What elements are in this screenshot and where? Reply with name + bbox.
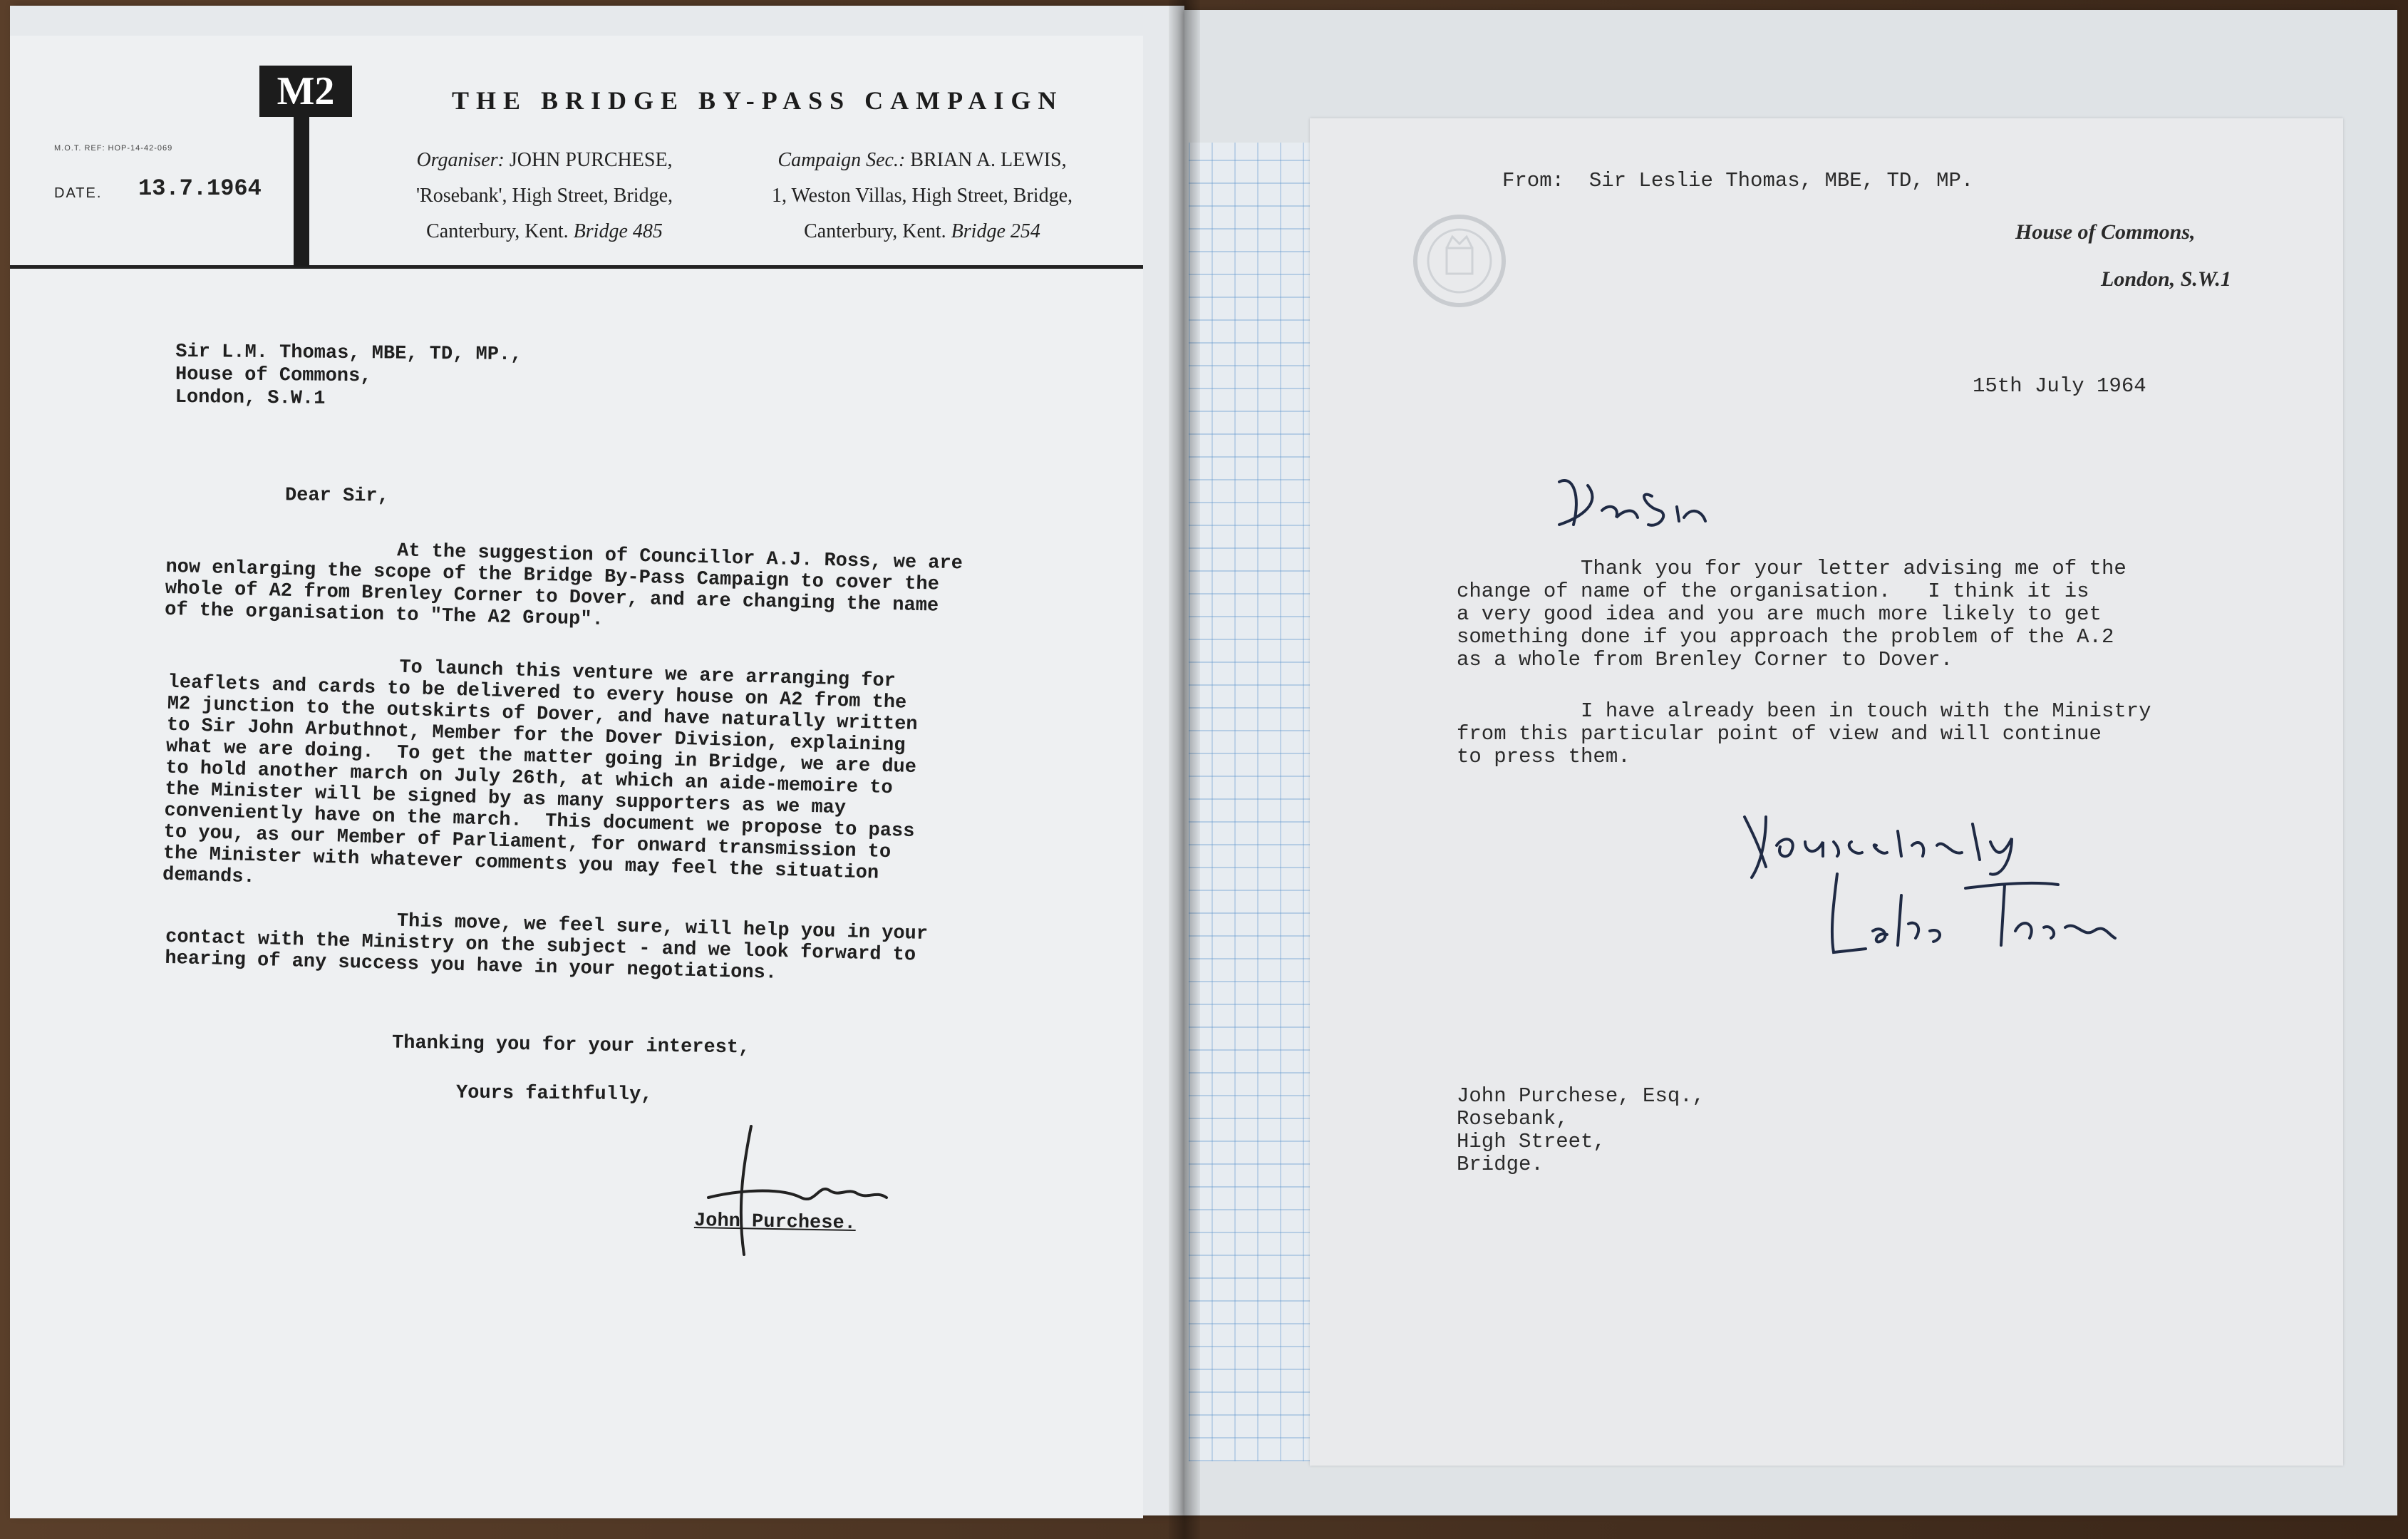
handwritten-salutation [1552,468,1723,539]
reply-date: 15th July 1964 [1973,374,2146,398]
organiser-role: Organiser: [416,149,505,171]
secretary-name: BRIAN A. LEWIS, [910,149,1067,171]
graph-paper-strip [1189,143,1310,1461]
date-label: DATE. [54,185,103,201]
typed-name: John Purchese. [693,1210,857,1235]
handwritten-signature [1823,867,2122,959]
organiser-name: JOHN PURCHESE, [509,149,673,171]
salutation: Dear Sir, [284,485,389,508]
letterhead [10,36,1143,269]
secretary-address: 1, Weston Villas, High Street, Bridge, [772,185,1073,207]
paragraph-1: At the suggestion of Councillor A.J. Ross, we are now enlarging the scope of the Bridge By-Pass Campaign to cover the whole of A2 from Brenley Corner to Dover, and are changing the name of the organisation to "The A2 Group". [164,535,963,631]
reply-paragraph-1: Thank you for your letter advising me of the change of name of the organisation. I think it is a very good idea and you are much more likely to get something done if you approach the problem of the A.2 as a whole from Brenley Corner to Dover. [1457,557,2127,671]
from-line: From: Sir Leslie Thomas, MBE, TD, MP. [1502,169,1974,192]
thanks-line: Thanking you for your interest, [391,1032,750,1059]
m2-sign-post [294,115,309,267]
secretary-block [723,143,1122,249]
house-of-commons-line: House of Commons, [2015,220,2196,244]
m2-sign-logo: M2 [259,66,352,117]
campaign-title: THE BRIDGE BY-PASS CAMPAIGN [452,86,1064,115]
valediction: Yours faithfully, [455,1082,653,1106]
secretary-phone: Bridge 254 [951,220,1040,242]
organiser-block [381,143,708,249]
mp-reply-letter [1310,118,2343,1466]
paragraph-2: To launch this venture we are arranging for leaflets and cards to be delivered to every house on A2 from the M2 junction to the outskirts of Dover, and have naturally written to Sir John Arbuthnot, Member for the Dover Division, explaining what we are doing. To get the matter going in Bridge, we are due to hold another march on July 26th, at which an aide-memoire to the Minister will be signed by as many supporters as we may conveniently have on the march. This document we propose to pass to you, as our Member of Parliament, for onward transmission to the Minister with whatever comments you may feel the situation demands. [162,650,918,889]
addressee: Sir L.M. Thomas, MBE, TD, MP., House of Commons, London, S.W.1 [175,341,522,410]
mot-reference: M.O.T. REF: HOP-14-42-069 [54,144,173,153]
organiser-phone: Bridge 485 [573,220,663,242]
recipient-address: John Purchese, Esq., Rosebank, High Street, Bridge. [1457,1084,1705,1176]
london-line: London, S.W.1 [2101,267,2231,291]
purchese-signature [694,1119,908,1262]
campaign-letter [10,36,1143,1518]
paragraph-3: This move, we feel sure, will help you in your contact with the Ministry on the subject - and we look forward to hearing of any success you have in your negotiations. [165,905,929,984]
secretary-role: Campaign Sec.: [777,149,906,171]
organiser-address: 'Rosebank', High Street, Bridge, [415,185,673,207]
album-spine [1169,0,1200,1539]
date-value: 13.7.1964 [138,175,262,202]
reply-paragraph-2: I have already been in touch with the Ministry from this particular point of view and will continue to press them. [1457,699,2151,768]
portcullis-seal-icon [1410,197,1509,325]
secretary-town: Canterbury, Kent. [804,220,946,242]
organiser-town: Canterbury, Kent. [426,220,569,242]
